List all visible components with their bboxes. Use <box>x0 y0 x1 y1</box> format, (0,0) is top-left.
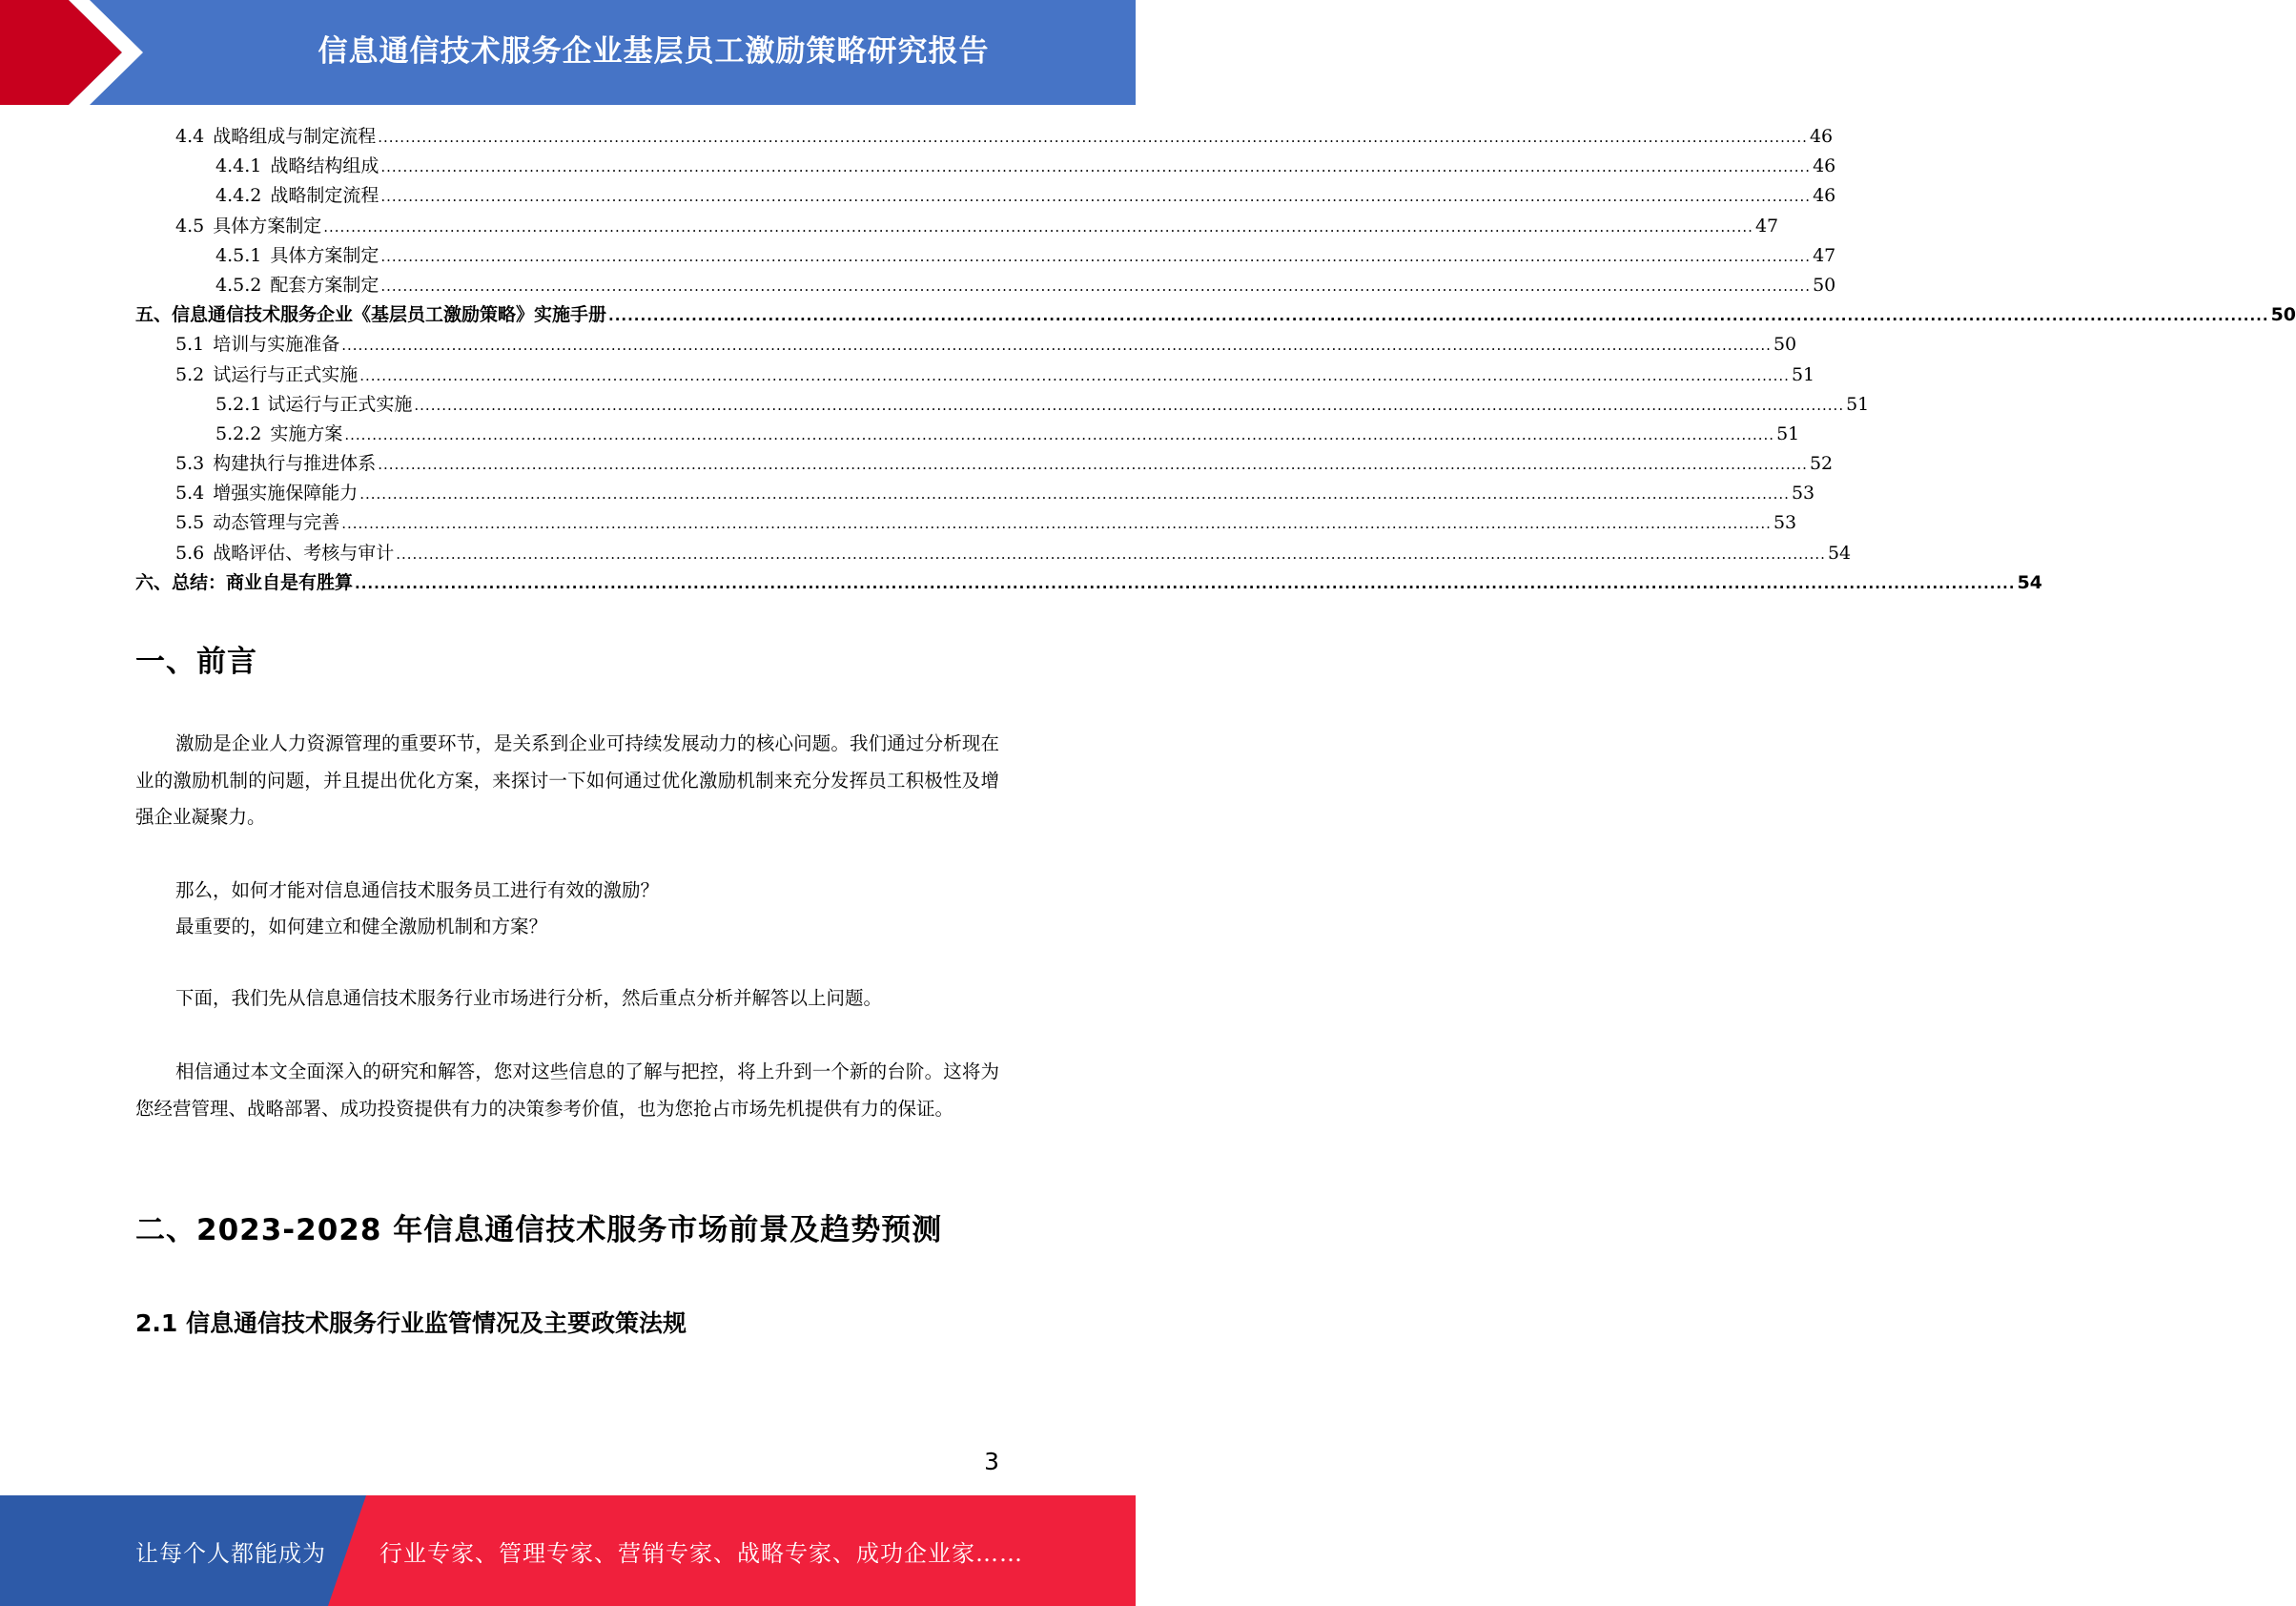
toc-entry-number: 5.1 <box>175 334 205 356</box>
section-2-1-heading: 2.1 信息通信技术服务行业监管情况及主要政策法规 <box>135 1309 687 1337</box>
toc-entry-number: 4.5 <box>175 215 205 237</box>
toc-entry-title: 五、信息通信技术服务企业《基层员工激励策略》实施手册 <box>135 304 607 326</box>
toc-entry-page: 52 <box>1809 453 1834 475</box>
toc-entry-page: 46 <box>1813 155 1836 177</box>
toc-entry-title: 战略评估、考核与审计 <box>213 542 395 564</box>
table-of-contents <box>135 122 2296 598</box>
toc-entry-title: 增强实施保障能力 <box>213 483 359 504</box>
toc-entry-number: 4.4 <box>175 126 205 147</box>
toc-leader-dots: .................................................................................................................................................................................................................................................................... <box>323 217 1753 236</box>
question-2: 最重要的，如何建立和健全激励机制和方案？ <box>175 916 548 937</box>
toc-entry[interactable] <box>135 479 1815 508</box>
toc-entry-page: 47 <box>1754 215 1779 237</box>
toc-leader-dots: .................................................................................................................................................................................................................................................................... <box>378 456 1808 474</box>
toc-entry-page: 46 <box>1809 126 1834 147</box>
toc-entry-title: 具体方案制定 <box>213 215 322 237</box>
toc-entry-page: 53 <box>1773 512 1797 534</box>
toc-entry[interactable] <box>135 539 1852 568</box>
toc-entry[interactable] <box>135 449 1834 479</box>
toc-entry[interactable] <box>135 212 1779 241</box>
toc-entry[interactable] <box>135 420 1800 449</box>
toc-entry-number: 4.5.2 <box>215 274 262 296</box>
toc-entry-title: 战略结构组成 <box>270 155 379 177</box>
toc-entry[interactable] <box>135 300 2296 330</box>
toc-entry-number: 4.4.1 <box>215 155 262 177</box>
preface-paragraph-2: 下面，我们先从信息通信技术服务行业市场进行分析，然后重点分析并解答以上问题。 <box>175 987 883 1009</box>
toc-entry-title: 培训与实施准备 <box>213 334 340 356</box>
toc-leader-dots: .................................................................................................................................................................................................................................................................... <box>359 366 1790 384</box>
toc-entry[interactable] <box>135 152 1836 181</box>
preface-paragraph-1: 激励是企业人力资源管理的重要环节，是关系到企业可持续发展动力的核心问题。我们通过分析现在业的激励机制的问题，并且提出优化方案，来探讨一下如何通过优化激励机制来充分发挥员工积极性及增强企业凝聚力。 <box>135 732 999 828</box>
toc-entry-title: 动态管理与完善 <box>213 512 340 534</box>
toc-entry-page: 51 <box>1846 393 1870 415</box>
preface-heading: 一、前言 <box>135 645 257 679</box>
toc-entry-number: 4.5.1 <box>215 244 262 266</box>
toc-entry-page: 54 <box>2017 571 2043 593</box>
footer-slogan-left: 让每个人都能成为 <box>135 1539 326 1567</box>
toc-entry-number: 4.4.2 <box>215 185 262 207</box>
toc-entry[interactable] <box>135 360 1815 390</box>
toc-entry-title: 配套方案制定 <box>270 274 379 296</box>
toc-entry-number: 5.4 <box>175 483 205 504</box>
toc-entry[interactable] <box>135 271 1836 300</box>
toc-entry-title: 试运行与正式实施 <box>213 363 359 385</box>
page-number: 3 <box>984 1448 999 1475</box>
toc-entry-number: 5.5 <box>175 512 205 534</box>
toc-entry-title: 实施方案 <box>270 422 343 444</box>
toc-entry-page: 50 <box>2270 304 2296 326</box>
toc-leader-dots: .................................................................................................................................................................................................................................................................... <box>344 425 1775 443</box>
toc-entry-number: 5.6 <box>175 542 205 564</box>
toc-entry-page: 46 <box>1813 185 1836 207</box>
toc-entry-page: 54 <box>1827 542 1852 564</box>
question-1: 那么，如何才能对信息通信技术服务员工进行有效的激励？ <box>175 879 660 901</box>
toc-entry[interactable] <box>135 241 1836 271</box>
toc-entry-title: 5.2.1 试运行与正式实施 <box>215 393 413 415</box>
toc-entry-page: 53 <box>1791 483 1815 504</box>
toc-leader-dots: .................................................................................................................................................................................................................................................................... <box>608 307 2269 325</box>
toc-entry-page: 51 <box>1791 363 1815 385</box>
toc-entry-page: 51 <box>1776 422 1800 444</box>
report-title: 信息通信技术服务企业基层员工激励策略研究报告 <box>318 33 990 69</box>
chapter-2-heading: 二、2023-2028 年信息通信技术服务市场前景及趋势预测 <box>135 1213 943 1247</box>
toc-leader-dots: .................................................................................................................................................................................................................................................................... <box>414 396 1845 414</box>
toc-entry-title: 构建执行与推进体系 <box>213 453 377 475</box>
toc-entry-title: 战略制定流程 <box>270 185 379 207</box>
toc-entry[interactable] <box>135 508 1797 538</box>
toc-entry-title: 战略组成与制定流程 <box>213 126 377 147</box>
toc-leader-dots: .................................................................................................................................................................................................................................................................... <box>341 337 1772 355</box>
toc-entry[interactable] <box>135 330 1797 360</box>
toc-leader-dots: .................................................................................................................................................................................................................................................................... <box>359 485 1790 504</box>
toc-entry[interactable] <box>135 122 1834 152</box>
page-footer <box>0 1495 1136 1606</box>
toc-entry-page: 50 <box>1773 334 1797 356</box>
header-chevron-icon <box>0 0 153 105</box>
toc-entry-number: 5.3 <box>175 453 205 475</box>
page-header <box>0 0 1136 105</box>
toc-leader-dots: .................................................................................................................................................................................................................................................................... <box>380 158 1812 176</box>
toc-entry-page: 47 <box>1813 244 1836 266</box>
toc-entry-number: 5.2.2 <box>215 422 262 444</box>
preface-paragraph-3: 相信通过本文全面深入的研究和解答，您对这些信息的了解与把控，将上升到一个新的台阶。这将为您经营管理、战略部署、成功投资提供有力的决策参考价值，也为您抢占市场先机提供有力的保证。 <box>135 1060 999 1120</box>
toc-entry-title: 六、总结：商业自是有胜算 <box>135 571 354 593</box>
toc-entry-title: 具体方案制定 <box>270 244 379 266</box>
toc-leader-dots: .................................................................................................................................................................................................................................................................... <box>341 515 1772 533</box>
toc-leader-dots: .................................................................................................................................................................................................................................................................... <box>380 247 1812 265</box>
toc-entry[interactable] <box>135 568 2043 598</box>
toc-leader-dots: .................................................................................................................................................................................................................................................................... <box>380 188 1812 206</box>
toc-entry[interactable] <box>135 390 1870 420</box>
footer-slogan-right: 行业专家、管理专家、营销专家、战略专家、成功企业家…… <box>379 1539 1023 1567</box>
toc-leader-dots: .................................................................................................................................................................................................................................................................... <box>355 574 2016 592</box>
toc-entry-page: 50 <box>1813 274 1836 296</box>
toc-leader-dots: .................................................................................................................................................................................................................................................................... <box>380 277 1812 295</box>
toc-leader-dots: .................................................................................................................................................................................................................................................................... <box>396 545 1826 563</box>
toc-entry[interactable] <box>135 181 1836 211</box>
toc-leader-dots: .................................................................................................................................................................................................................................................................... <box>378 129 1808 146</box>
toc-entry-number: 5.2 <box>175 363 205 385</box>
